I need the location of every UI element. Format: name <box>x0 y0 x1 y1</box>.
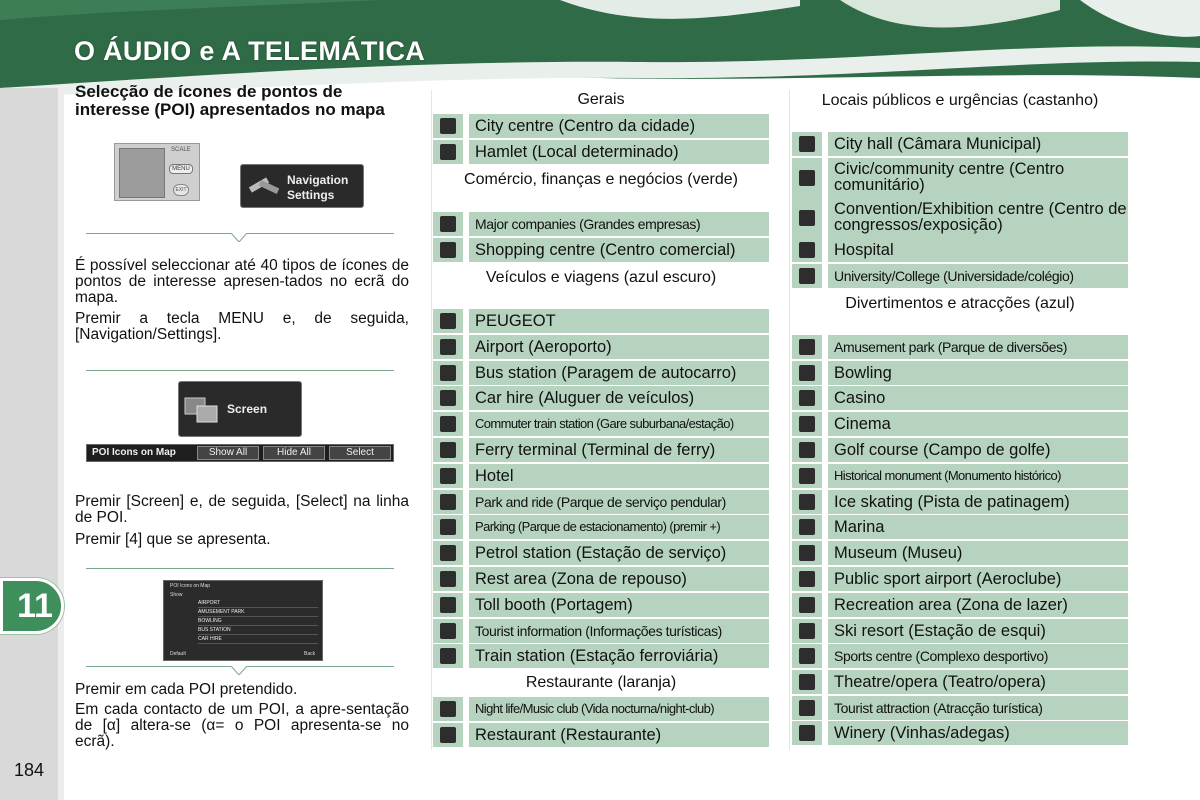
poi-icon-cell <box>433 541 463 565</box>
museum-icon <box>799 545 815 561</box>
poi-label: Ice skating (Pista de patinagem) <box>828 490 1128 514</box>
ice-skating-icon <box>799 494 815 510</box>
menu-key-label: MENU <box>172 166 190 172</box>
device-photo <box>114 143 200 201</box>
poi-row <box>433 238 769 262</box>
poi-icon-cell <box>792 670 822 694</box>
poi-label: Public sport airport (Aeroclube) <box>828 567 1128 591</box>
poi-label: City hall (Câmara Municipal) <box>828 132 1128 156</box>
poi-icon-cell <box>433 515 463 539</box>
poi-row <box>433 386 769 410</box>
poi-label: PEUGEOT <box>469 309 769 333</box>
poi-icon-cell <box>433 212 463 236</box>
poi-row <box>792 386 1128 410</box>
company-icon <box>440 216 456 232</box>
nightlife-icon <box>440 701 456 717</box>
poi-bar-label: POI Icons on Map <box>92 447 176 458</box>
poi-row <box>792 721 1128 745</box>
theatre-icon <box>799 674 815 690</box>
poi-label: Recreation area (Zona de lazer) <box>828 593 1128 617</box>
poi-icon-cell <box>433 238 463 262</box>
poi-icon-cell <box>792 696 822 720</box>
poi-label: Park and ride (Parque de serviço pendular) <box>469 490 769 514</box>
category-heading: Veículos e viagens (azul escuro) <box>485 269 717 286</box>
poi-row <box>433 490 769 514</box>
screen-button[interactable] <box>178 381 302 437</box>
poi-icon-cell <box>792 567 822 591</box>
poi-row <box>433 593 769 617</box>
poi-icon-cell <box>792 619 822 643</box>
poi-label: Tourist information (Informações turísticas) <box>469 619 769 643</box>
nav-line1: Navigation <box>287 173 349 187</box>
ski-icon <box>799 623 815 639</box>
poi-icon-cell <box>433 697 463 721</box>
hamlet-icon <box>440 144 456 160</box>
poi-row <box>433 140 769 164</box>
ferry-icon <box>440 442 456 458</box>
poi-label: City centre (Centro da cidade) <box>469 114 769 138</box>
poi-row <box>433 438 769 462</box>
poi-icon-cell <box>433 593 463 617</box>
poi-row <box>433 335 769 359</box>
poi-row <box>433 309 769 333</box>
screen-button-label: Screen <box>227 402 268 416</box>
poi-label: Restaurant (Restaurante) <box>469 723 769 747</box>
poi-list-item[interactable]: AIRPORT <box>198 599 318 608</box>
poi-label: Golf course (Campo de golfe) <box>828 438 1128 462</box>
paragraph-3: Premir [Screen] e, de seguida, [Select] na linha de POI. <box>75 493 409 526</box>
peugeot-icon <box>440 313 456 329</box>
poi-icon-cell <box>792 386 822 410</box>
poi-row <box>433 541 769 565</box>
category-heading: Comércio, finanças e negócios (verde) <box>464 171 738 188</box>
poi-label: Bowling <box>828 361 1128 385</box>
car-hire-icon <box>440 390 456 406</box>
train-icon <box>440 416 456 432</box>
poi-list-item[interactable]: BUS STATION <box>198 626 318 635</box>
poi-row <box>792 438 1128 462</box>
back-button[interactable]: Back <box>304 651 316 657</box>
column-separator-1 <box>431 90 432 750</box>
poi-row <box>792 696 1128 720</box>
menu-key <box>169 164 193 174</box>
community-icon <box>799 170 815 186</box>
golf-icon <box>799 442 815 458</box>
poi-label: Amusement park (Parque de diversões) <box>828 335 1128 359</box>
poi-icon-cell <box>792 593 822 617</box>
poi-icon-cell <box>792 132 822 156</box>
train-station-icon <box>440 648 456 664</box>
device-screen <box>119 148 165 198</box>
hospital-icon <box>799 242 815 258</box>
poi-list-items <box>198 599 318 644</box>
poi-icon-cell <box>433 140 463 164</box>
poi-label: Bus station (Paragem de autocarro) <box>469 361 769 385</box>
petrol-icon <box>440 545 456 561</box>
poi-icon-cell <box>433 723 463 747</box>
poi-icon-cell <box>433 335 463 359</box>
navigation-settings-button[interactable] <box>240 164 364 208</box>
poi-row <box>792 238 1128 262</box>
poi-label: Ferry terminal (Terminal de ferry) <box>469 438 769 462</box>
hotel-icon <box>440 468 456 484</box>
poi-icon-cell <box>433 644 463 668</box>
poi-label: Museum (Museu) <box>828 541 1128 565</box>
poi-label: Theatre/opera (Teatro/opera) <box>828 670 1128 694</box>
poi-label: Sports centre (Complexo desportivo) <box>828 644 1128 668</box>
poi-icon-cell <box>792 438 822 462</box>
poi-label: Ski resort (Estação de esqui) <box>828 619 1128 643</box>
poi-label: Hotel <box>469 464 769 488</box>
show-all-button[interactable]: Show All <box>197 446 259 460</box>
airport-icon <box>440 339 456 355</box>
poi-row <box>792 464 1128 488</box>
parking-icon <box>440 519 456 535</box>
poi-list-show: Show <box>170 592 183 598</box>
poi-row <box>792 644 1128 668</box>
poi-row <box>792 335 1128 359</box>
poi-list-item[interactable]: BOWLING <box>198 617 318 626</box>
select-button[interactable]: Select <box>329 446 391 460</box>
category-heading: Gerais <box>577 91 625 108</box>
poi-row <box>433 619 769 643</box>
city-hall-icon <box>799 136 815 152</box>
poi-row <box>433 567 769 591</box>
poi-icon-cell <box>792 412 822 436</box>
winery-icon <box>799 725 815 741</box>
poi-label: Night life/Music club (Vida nocturna/night-club) <box>469 697 769 721</box>
monument-icon <box>799 468 815 484</box>
page-title: O ÁUDIO e A TELEMÁTICA <box>74 36 426 66</box>
amusement-icon <box>799 339 815 355</box>
restaurant-icon <box>440 727 456 743</box>
category-heading: Restaurante (laranja) <box>525 674 677 691</box>
poi-row <box>433 515 769 539</box>
poi-row <box>433 361 769 385</box>
scale-label: SCALE <box>171 147 191 153</box>
poi-row <box>433 644 769 668</box>
bus-icon <box>440 365 456 381</box>
poi-icon-cell <box>792 264 822 288</box>
poi-row <box>792 541 1128 565</box>
screen-icon <box>183 394 223 426</box>
marina-icon <box>799 519 815 535</box>
poi-label: Civic/community centre (Centro comunitário) <box>828 158 1128 198</box>
poi-label: University/College (Universidade/colégio) <box>828 264 1128 288</box>
poi-icon-cell <box>433 619 463 643</box>
poi-list-title: POI Icons on Map <box>170 583 211 589</box>
poi-icon-cell <box>792 721 822 745</box>
poi-label: Train station (Estação ferroviária) <box>469 644 769 668</box>
poi-icon-cell <box>792 464 822 488</box>
divider-3 <box>86 568 394 569</box>
poi-icon-cell <box>433 114 463 138</box>
poi-row <box>792 132 1128 156</box>
paragraph-2: Premir a tecla MENU e, de seguida, [Navigation/Settings]. <box>75 310 409 343</box>
exit-key <box>173 184 189 196</box>
poi-row <box>792 670 1128 694</box>
page-number: 184 <box>14 760 45 780</box>
poi-label: Airport (Aeroporto) <box>469 335 769 359</box>
poi-label: Hospital <box>828 238 1128 262</box>
category-heading: Divertimentos e atracções (azul) <box>845 295 1075 312</box>
toll-icon <box>440 597 456 613</box>
default-button[interactable]: Default <box>170 651 186 657</box>
poi-row <box>792 490 1128 514</box>
chapter-number: 11 <box>17 587 53 625</box>
hide-all-button[interactable]: Hide All <box>263 446 325 460</box>
recreation-icon <box>799 597 815 613</box>
paragraph-6: Em cada contacto de um POI, a apre-sentação de [α] altera-se (α= o POI apresenta-se no ecrã). <box>75 701 409 750</box>
poi-icon-cell <box>792 515 822 539</box>
poi-icon-cell <box>433 567 463 591</box>
poi-row <box>792 198 1128 238</box>
poi-row <box>433 697 769 721</box>
poi-icon-cell <box>792 335 822 359</box>
poi-label: Car hire (Aluguer de veículos) <box>469 386 769 410</box>
left-margin-bar <box>0 88 58 800</box>
casino-icon <box>799 390 815 406</box>
chapter-tab <box>0 578 64 634</box>
poi-icon-cell <box>792 490 822 514</box>
category-heading: Locais públicos e urgências (castanho) <box>821 92 1099 109</box>
poi-icon-cell <box>433 309 463 333</box>
bowling-icon <box>799 365 815 381</box>
poi-label: Hamlet (Local determinado) <box>469 140 769 164</box>
poi-icon-cell <box>433 490 463 514</box>
tools-icon <box>247 172 283 202</box>
poi-row <box>792 412 1128 436</box>
attraction-icon <box>799 700 815 716</box>
divider-caret-1 <box>231 233 247 242</box>
cinema-icon <box>799 416 815 432</box>
exit-key-label: EXIT <box>175 187 187 193</box>
poi-icon-cell <box>433 386 463 410</box>
convention-icon <box>799 210 815 226</box>
poi-row <box>792 593 1128 617</box>
poi-icon-cell <box>792 158 822 198</box>
poi-row <box>792 361 1128 385</box>
poi-row <box>433 212 769 236</box>
poi-label: Toll booth (Portagem) <box>469 593 769 617</box>
nav-line2: Settings <box>287 188 335 202</box>
poi-icons-bar <box>86 444 394 462</box>
poi-label: Marina <box>828 515 1128 539</box>
divider-2 <box>86 370 394 371</box>
university-icon <box>799 268 815 284</box>
poi-label: Commuter train station (Gare suburbana/estação) <box>469 412 769 436</box>
poi-row <box>433 723 769 747</box>
poi-label: Historical monument (Monumento histórico) <box>828 464 1128 488</box>
poi-label: Cinema <box>828 412 1128 436</box>
paragraph-5: Premir em cada POI pretendido. <box>75 681 298 698</box>
poi-row <box>792 619 1128 643</box>
poi-row <box>433 464 769 488</box>
rest-area-icon <box>440 571 456 587</box>
poi-icon-cell <box>433 361 463 385</box>
poi-label: Petrol station (Estação de serviço) <box>469 541 769 565</box>
city-centre-icon <box>440 118 456 134</box>
poi-list-item[interactable]: AMUSEMENT PARK <box>198 608 318 617</box>
poi-icon-cell <box>792 361 822 385</box>
poi-label: Convention/Exhibition centre (Centro de congressos/exposição) <box>828 198 1128 238</box>
paragraph-4: Premir [4] que se apresenta. <box>75 531 271 548</box>
sports-centre-icon <box>799 648 815 664</box>
poi-list-item[interactable]: CAR HIRE <box>198 635 318 644</box>
poi-label: Major companies (Grandes empresas) <box>469 212 769 236</box>
left-margin-bar-light <box>58 88 64 800</box>
poi-icon-cell <box>792 644 822 668</box>
sport-airport-icon <box>799 571 815 587</box>
park-ride-icon <box>440 494 456 510</box>
divider-caret-4 <box>231 666 247 675</box>
poi-icon-cell <box>433 438 463 462</box>
poi-row <box>792 158 1128 198</box>
paragraph-1: É possível seleccionar até 40 tipos de ícones de pontos de interesse apresen-tados no ecrã do mapa. <box>75 257 409 306</box>
poi-label: Casino <box>828 386 1128 410</box>
poi-list-screen <box>163 580 323 661</box>
poi-icon-cell <box>433 464 463 488</box>
poi-row <box>433 412 769 436</box>
poi-icon-cell <box>792 238 822 262</box>
info-icon <box>440 623 456 639</box>
poi-icon-cell <box>792 541 822 565</box>
poi-icon-cell <box>792 198 822 238</box>
poi-label: Winery (Vinhas/adegas) <box>828 721 1128 745</box>
poi-label: Rest area (Zona de repouso) <box>469 567 769 591</box>
poi-label: Shopping centre (Centro comercial) <box>469 238 769 262</box>
column-separator-2 <box>789 90 790 750</box>
shopping-icon <box>440 242 456 258</box>
poi-row <box>792 264 1128 288</box>
poi-row <box>433 114 769 138</box>
poi-row <box>792 515 1128 539</box>
poi-label: Tourist attraction (Atracção turística) <box>828 696 1128 720</box>
poi-label: Parking (Parque de estacionamento) (premir +) <box>469 515 769 539</box>
section-heading: Selecção de ícones de pontos de interesse (POI) apresentados no mapa <box>75 82 385 119</box>
poi-row <box>792 567 1128 591</box>
poi-icon-cell <box>433 412 463 436</box>
